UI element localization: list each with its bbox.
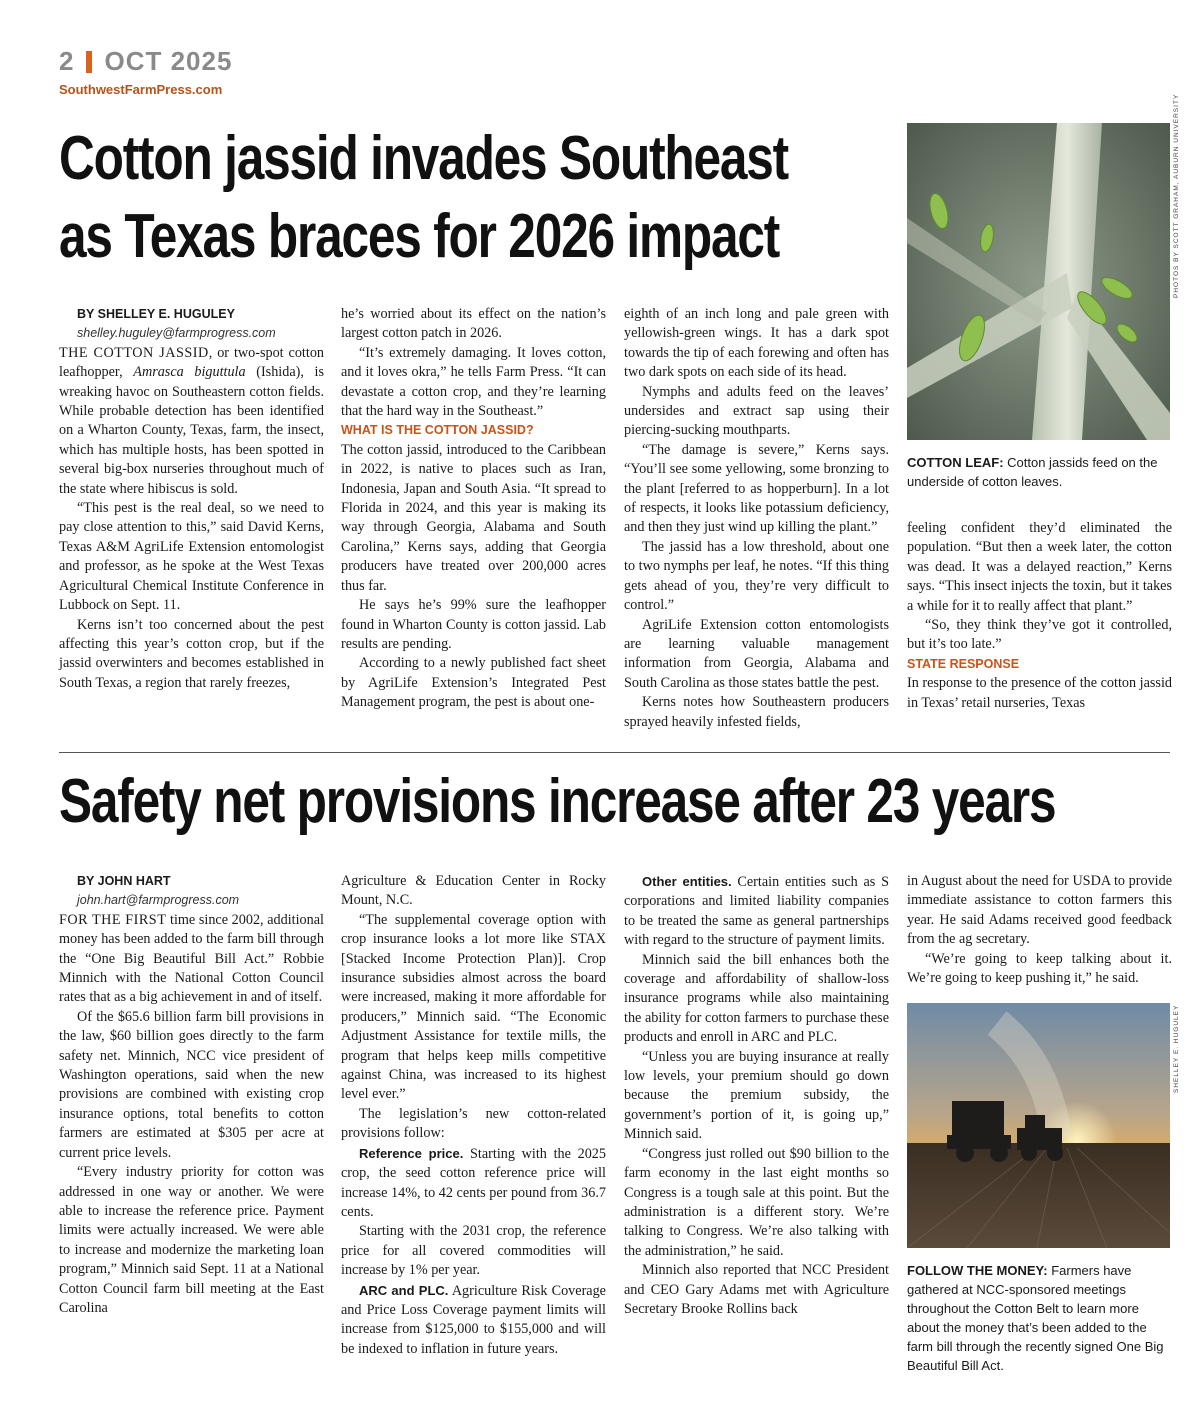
paragraph: In response to the presence of the cotton jassid in Texas’ retail nurseries, Texas (907, 675, 1172, 711)
caption-label: COTTON LEAF: (907, 455, 1004, 470)
paragraph: Reference price. Starting with the 2025 crop, the seed cotton reference price will increase 14%, to 42 cents per pound from 36.7 cents. (341, 1145, 606, 1220)
paragraph: Nymphs and adults feed on the leaves’ undersides and extract sap using their piercing-sucking mouthparts. (624, 383, 889, 439)
article2-column-4 (907, 872, 1172, 988)
paragraph: “Every industry priority for cotton was addressed in one way or another. We were able to increase the reference price. Payment limits were actually increased. We were able to increase and modernize the marketing loan program,” Minnich said Sept. 11 at a National Cotton Council farm bill meeting at the East Carolina (59, 1164, 324, 1316)
byline: BY SHELLEY E. HUGULEY (77, 307, 235, 321)
paragraph: Other entities. Certain entities such as S corporations and limited liability companies to be treated the same as general partnerships with regard to the structure of payment limits. (624, 874, 889, 949)
paragraph: “The damage is severe,” Kerns says. “You’ll see some yellowing, some bronzing to the plant [referred to as hopperburn]. In a lot of respects, it looks like potassium deficiency, and then they just wind up killing the plant.” (624, 441, 889, 536)
paragraph: in August about the need for USDA to provide immediate assistance to cotton farmers this year. He said Adams received good feedback from the ag secretary. (907, 873, 1172, 948)
photo-caption (907, 453, 1170, 491)
paragraph: “The supplemental coverage option with crop insurance looks a lot more like STAX [Stacked Income Protection Plan)]. Crop insurance subsidies almost across the board were increased, making it more affordable for producers,” Minnich said. “The Economic Adjustment Assistance for textile mills, the program that helps keep mills competitive against China, was increased to its highest level ever.” (341, 911, 606, 1103)
author-email[interactable]: john.hart@farmprogress.com (77, 893, 240, 908)
article1-column-3 (624, 305, 889, 732)
subhead: WHAT IS THE COTTON JASSID? (341, 423, 534, 438)
caption-text: Cotton jassids feed on the underside of cotton leaves. (907, 455, 1158, 489)
paragraph: THE COTTON JASSID, or two-spot cotton leafhopper, Amrasca biguttula (Ishida), is wreaking havoc on Southeastern cotton fields. While probable detection has been identified on a Wharton County, Texas, farm, the insect, which has multiple hosts, has been spotted in several big-box nurseries throughout much of the state where hibiscus is sold. (59, 344, 325, 497)
issue-date: OCT 2025 (104, 46, 233, 76)
byline: BY JOHN HART (77, 874, 171, 888)
paragraph: Kerns isn’t too concerned about the pest affecting this year’s cotton crop, but if the jassid overwinters and becomes established in South Texas, a region that rarely freezes, (59, 616, 324, 691)
paragraph: “It’s extremely damaging. It loves cotton, and it loves okra,” he tells Farm Press. “It can devastate a cotton crop, and they’re learning that the hard way in the Southeast.” (341, 344, 606, 420)
paragraph: “This pest is the real deal, so we need to pay close attention to this,” said David Kerns, Texas A&M AgriLife Extension entomologist and professor, as he spoke at the West Texas Agricultural Chemical Institute Conference in Lubbock on Sept. 11. (59, 500, 324, 614)
cotton-harvest-image (907, 1003, 1170, 1248)
harvest-photo (907, 1003, 1170, 1248)
paragraph: Agriculture & Education Center in Rocky Mount, N.C. (341, 873, 606, 909)
paragraph: he’s worried about its effect on the nation’s largest cotton patch in 2026. (341, 306, 606, 342)
caption-label: FOLLOW THE MONEY: (907, 1263, 1048, 1278)
cotton-leaf-image (907, 123, 1170, 440)
paragraph: Minnich said the bill enhances both the coverage and affordability of shallow-loss insurance programs while also maintaining the ability for cotton farmers to purchase these products and enroll in ARC and PLC. (624, 951, 889, 1046)
paragraph: FOR THE FIRST time since 2002, additional money has been added to the farm bill through the “One Big Beautiful Bill Act.” Robbie Minnich with the National Cotton Council rates that as a big achievement in and of itself. (59, 911, 324, 1006)
paragraph: According to a newly published fact sheet by AgriLife Extension’s Integrated Pest Management program, the pest is about one- (341, 655, 606, 711)
article1-headline-line2: as Texas braces for 2026 impact (59, 202, 780, 271)
folio-divider (86, 51, 92, 73)
paragraph: AgriLife Extension cotton entomologists are learning valuable management information from Georgia, Alabama and South Carolina as those states battle the pest. (624, 616, 889, 691)
paragraph: The jassid has a low threshold, about one to two nymphs per leaf, he notes. “If this thing gets ahead of you, they’re very difficult to control.” (624, 538, 889, 614)
paragraph: eighth of an inch long and pale green with yellowish-green wings. It has a dark spot towards the tip of each forewing and often has two dark spots on each side of its head. (624, 306, 889, 381)
article2-column-2 (341, 872, 606, 1359)
paragraph: ARC and PLC. Agriculture Risk Coverage and Price Loss Coverage payment limits will increase from $125,000 to $155,000 and will be indexed to inflation in future years. (341, 1282, 606, 1357)
article2-column-3 (624, 872, 889, 1319)
cotton-leaf-photo (907, 123, 1170, 440)
photo-caption (907, 1261, 1170, 1375)
photo-credit: PHOTOS BY SCOTT GRAHAM, AUBURN UNIVERSITY (1173, 93, 1180, 298)
website-url[interactable]: SouthwestFarmPress.com (59, 82, 223, 97)
paragraph: He says he’s 99% sure the leafhopper found in Wharton County is cotton jassid. Lab results are pending. (341, 597, 606, 652)
paragraph: feeling confident they’d eliminated the population. “But then a week later, the cotton was dead. It was a delayed reaction,” Kerns says. “This insect injects the toxin, but it takes a while for it to really affect that plant.” (907, 520, 1172, 614)
paragraph: “Congress just rolled out $90 billion to the farm economy in the last eight months so Congress is a tough sale at this point. But the administration is a different story. We’re talking to Congress. We’re also talking with the administration,” he said. (624, 1145, 889, 1259)
paragraph: Starting with the 2031 crop, the reference price for all covered commodities will increase by 1% per year. (341, 1223, 606, 1279)
article-divider (59, 752, 1170, 753)
article1-column-4 (907, 519, 1172, 713)
paragraph: The cotton jassid, introduced to the Caribbean in 2022, is native to places such as Iran, Indonesia, Japan and South Asia. “It spread to Florida in 2024, and this year is making its way through Georgia, Alabama and South Carolina,” Kerns says, adding that Georgia producers have treated over 200,000 acres thus far. (341, 441, 606, 594)
article1-column-2 (341, 305, 606, 713)
folio (59, 46, 232, 77)
author-email[interactable]: shelley.huguley@farmprogress.com (77, 326, 276, 341)
paragraph: “So, they think they’ve got it controlled, but it’s too late.” (907, 617, 1172, 653)
page-number: 2 (59, 46, 75, 76)
paragraph: “Unless you are buying insurance at really low levels, your premium should go down because the premium subsidy, the government’s portion of it, is going up,” Minnich said. (624, 1048, 889, 1143)
article2-column-1 (59, 872, 324, 1318)
subhead: STATE RESPONSE (907, 656, 1020, 671)
article2-headline: Safety net provisions increase after 23 years (59, 767, 1056, 836)
article1-column-1 (59, 305, 324, 693)
paragraph: “We’re going to keep talking about it. We’re going to keep pushing it,” he said. (907, 950, 1172, 987)
paragraph: Of the $65.6 billion farm bill provisions in the law, $60 billion goes directly to the farm safety net. Minnich, NCC vice president of Washington operations, said when the new provisions are combined with existing crop insurance options, total benefits to cotton farmers are estimated at $305 per acre at current price levels. (59, 1008, 324, 1161)
paragraph: Kerns notes how Southeastern producers sprayed heavily infested fields, (624, 694, 889, 730)
paragraph: The legislation’s new cotton-related provisions follow: (341, 1105, 606, 1142)
caption-text: Farmers have gathered at NCC-sponsored meetings throughout the Cotton Belt to learn more about the money that’s been added to the farm bill through the recently signed One Big Beautiful Bill Act. (907, 1263, 1164, 1373)
paragraph: Minnich also reported that NCC President and CEO Gary Adams met with Agriculture Secretary Brooke Rollins back (624, 1262, 889, 1317)
article1-headline-line1: Cotton jassid invades Southeast (59, 124, 788, 193)
photo-credit: SHELLEY E. HUGULEY (1173, 1004, 1180, 1093)
